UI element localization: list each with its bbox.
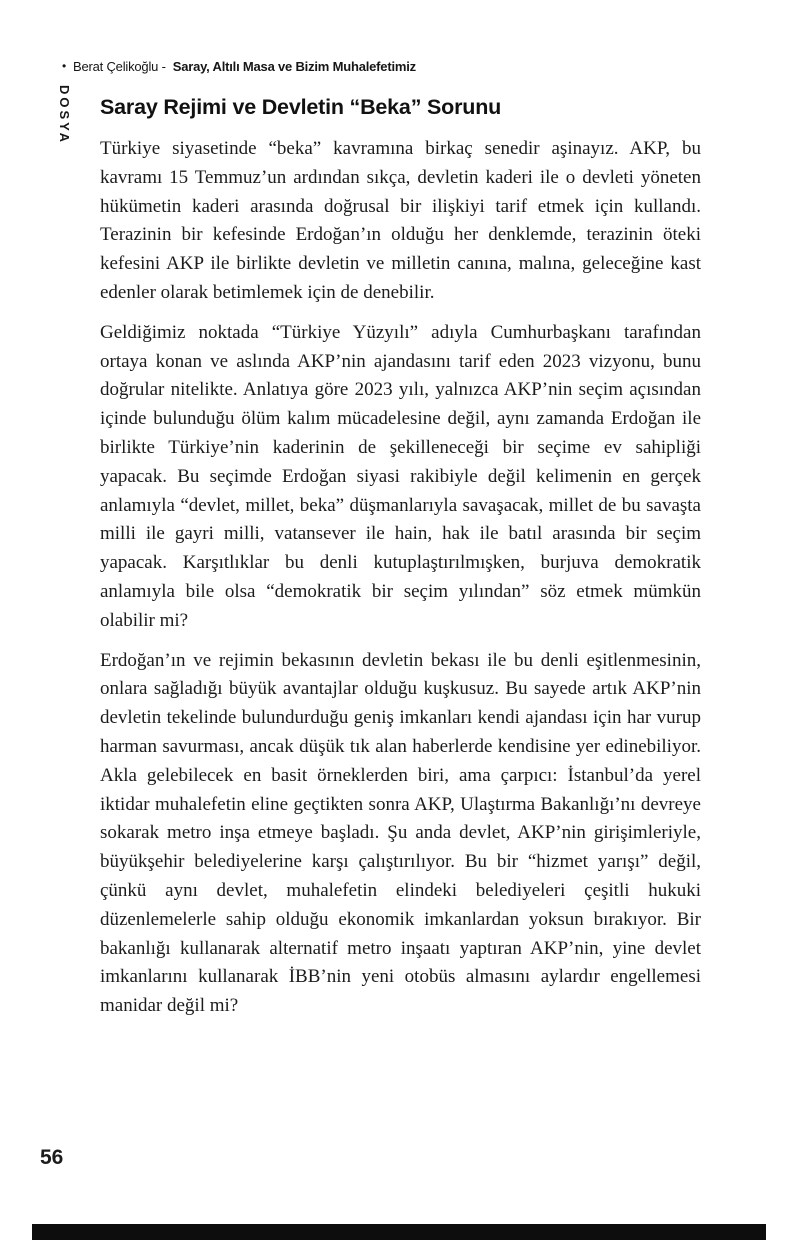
page-number: 56: [40, 1146, 64, 1169]
article-paragraph-2: Geldiğimiz noktada “Türkiye Yüzyılı” adıyla Cumhurbaşkanı tarafından ortaya konan ve aslında AKP’nin ajandasını tarif eden 2023 vizyonu, bunu doğrular nitelikte. Anlatıya göre 2023 yılı, yalnızca AKP’nin seçim açısından içinde bulunduğu ölüm kalım mücadelesine değil, aynı zamanda Erdoğan ile birlikte Türkiye’nin kaderinin de şekilleneceği bir seçime ev sahipliği yapacak. Bu seçimde Erdoğan siyasi rakibiyle değil kelimenin en gerçek anlamıyla “devlet, millet, beka” düşmanlarıyla savaşacak, millet de bu savaşta milli ile gayri milli, vatansever ile hain, hak ile batıl arasında bir seçim yapacak. Karşıtlıklar bu denli kutuplaştırılmışken, burjuva demokratik anlamıyla bile olsa “demokratik bir seçim yılından” söz etmek mümkün olabilir mi?: [100, 321, 701, 631]
article-title: Saray Rejimi ve Devletin “Beka” Sorunu: [100, 95, 502, 119]
article-content: [100, 95, 701, 1032]
article-paragraph-3: Erdoğan’ın ve rejimin bekasının devletin bekası ile bu denli eşitlenmesinin, onlara sağladığı büyük avantajlar olduğu kuşkusuz. Bu sayede artık AKP’nin devletin tekelinde bulundurduğu geniş imkanları kendi ajandası için har vurup harman savurması, ancak düşük tık alan haberlerde kendisine yer edinebiliyor. Akla gelebilecek en basit örneklerden biri, ama çarpıcı: İstanbul’da yerel iktidar muhalefetin eline geçtikten sonra AKP, Ulaştırma Bakanlığı’nı devreye sokarak metro inşa etmeye başladı. Şu anda devlet, AKP’nin girişimleriyle, büyükşehir belediyelerine karşı çalıştırılıyor. Bu bir “hizmet yarışı” değil, çünkü aynı devlet, muhalefetin elindeki belediyeleri çeşitli hukuki düzenlemelerle sahip olduğu ekonomik imkanlardan yoksun bırakıyor. Bir bakanlığı kullanarak alternatif metro inşaatı yaptıran AKP’nin, yine devlet imkanlarını kullanarak İBB’nin yeni otobüs almasını aylardır engellemesi manidar değil mi?: [100, 649, 701, 1017]
running-header: [62, 59, 416, 74]
header-book-title: Saray, Altılı Masa ve Bizim Muhalefetimiz: [172, 59, 416, 74]
footer-bar: [32, 1224, 766, 1240]
header-author: Berat Çelikoğlu -: [73, 59, 166, 74]
article-paragraph-1: Türkiye siyasetinde “beka” kavramına birkaç senedir aşinayız. AKP, bu kavramı 15 Temmuz’un ardından sıkça, devletin kaderi ile o devleti yöneten hükümetin kaderi arasında doğrusal bir ilişkiyi tarif etmek için kullandı. Terazinin bir kefesinde Erdoğan’ın olduğu her denklemde, terazinin öteki kefesini AKP ile birlikte devletin ve milletin canına, malına, geleceğine kast edenler olarak betimlemek için de denebilir.: [100, 138, 701, 303]
section-label-vertical: DOSYA: [57, 85, 72, 146]
header-bullet-icon: •: [62, 59, 67, 73]
